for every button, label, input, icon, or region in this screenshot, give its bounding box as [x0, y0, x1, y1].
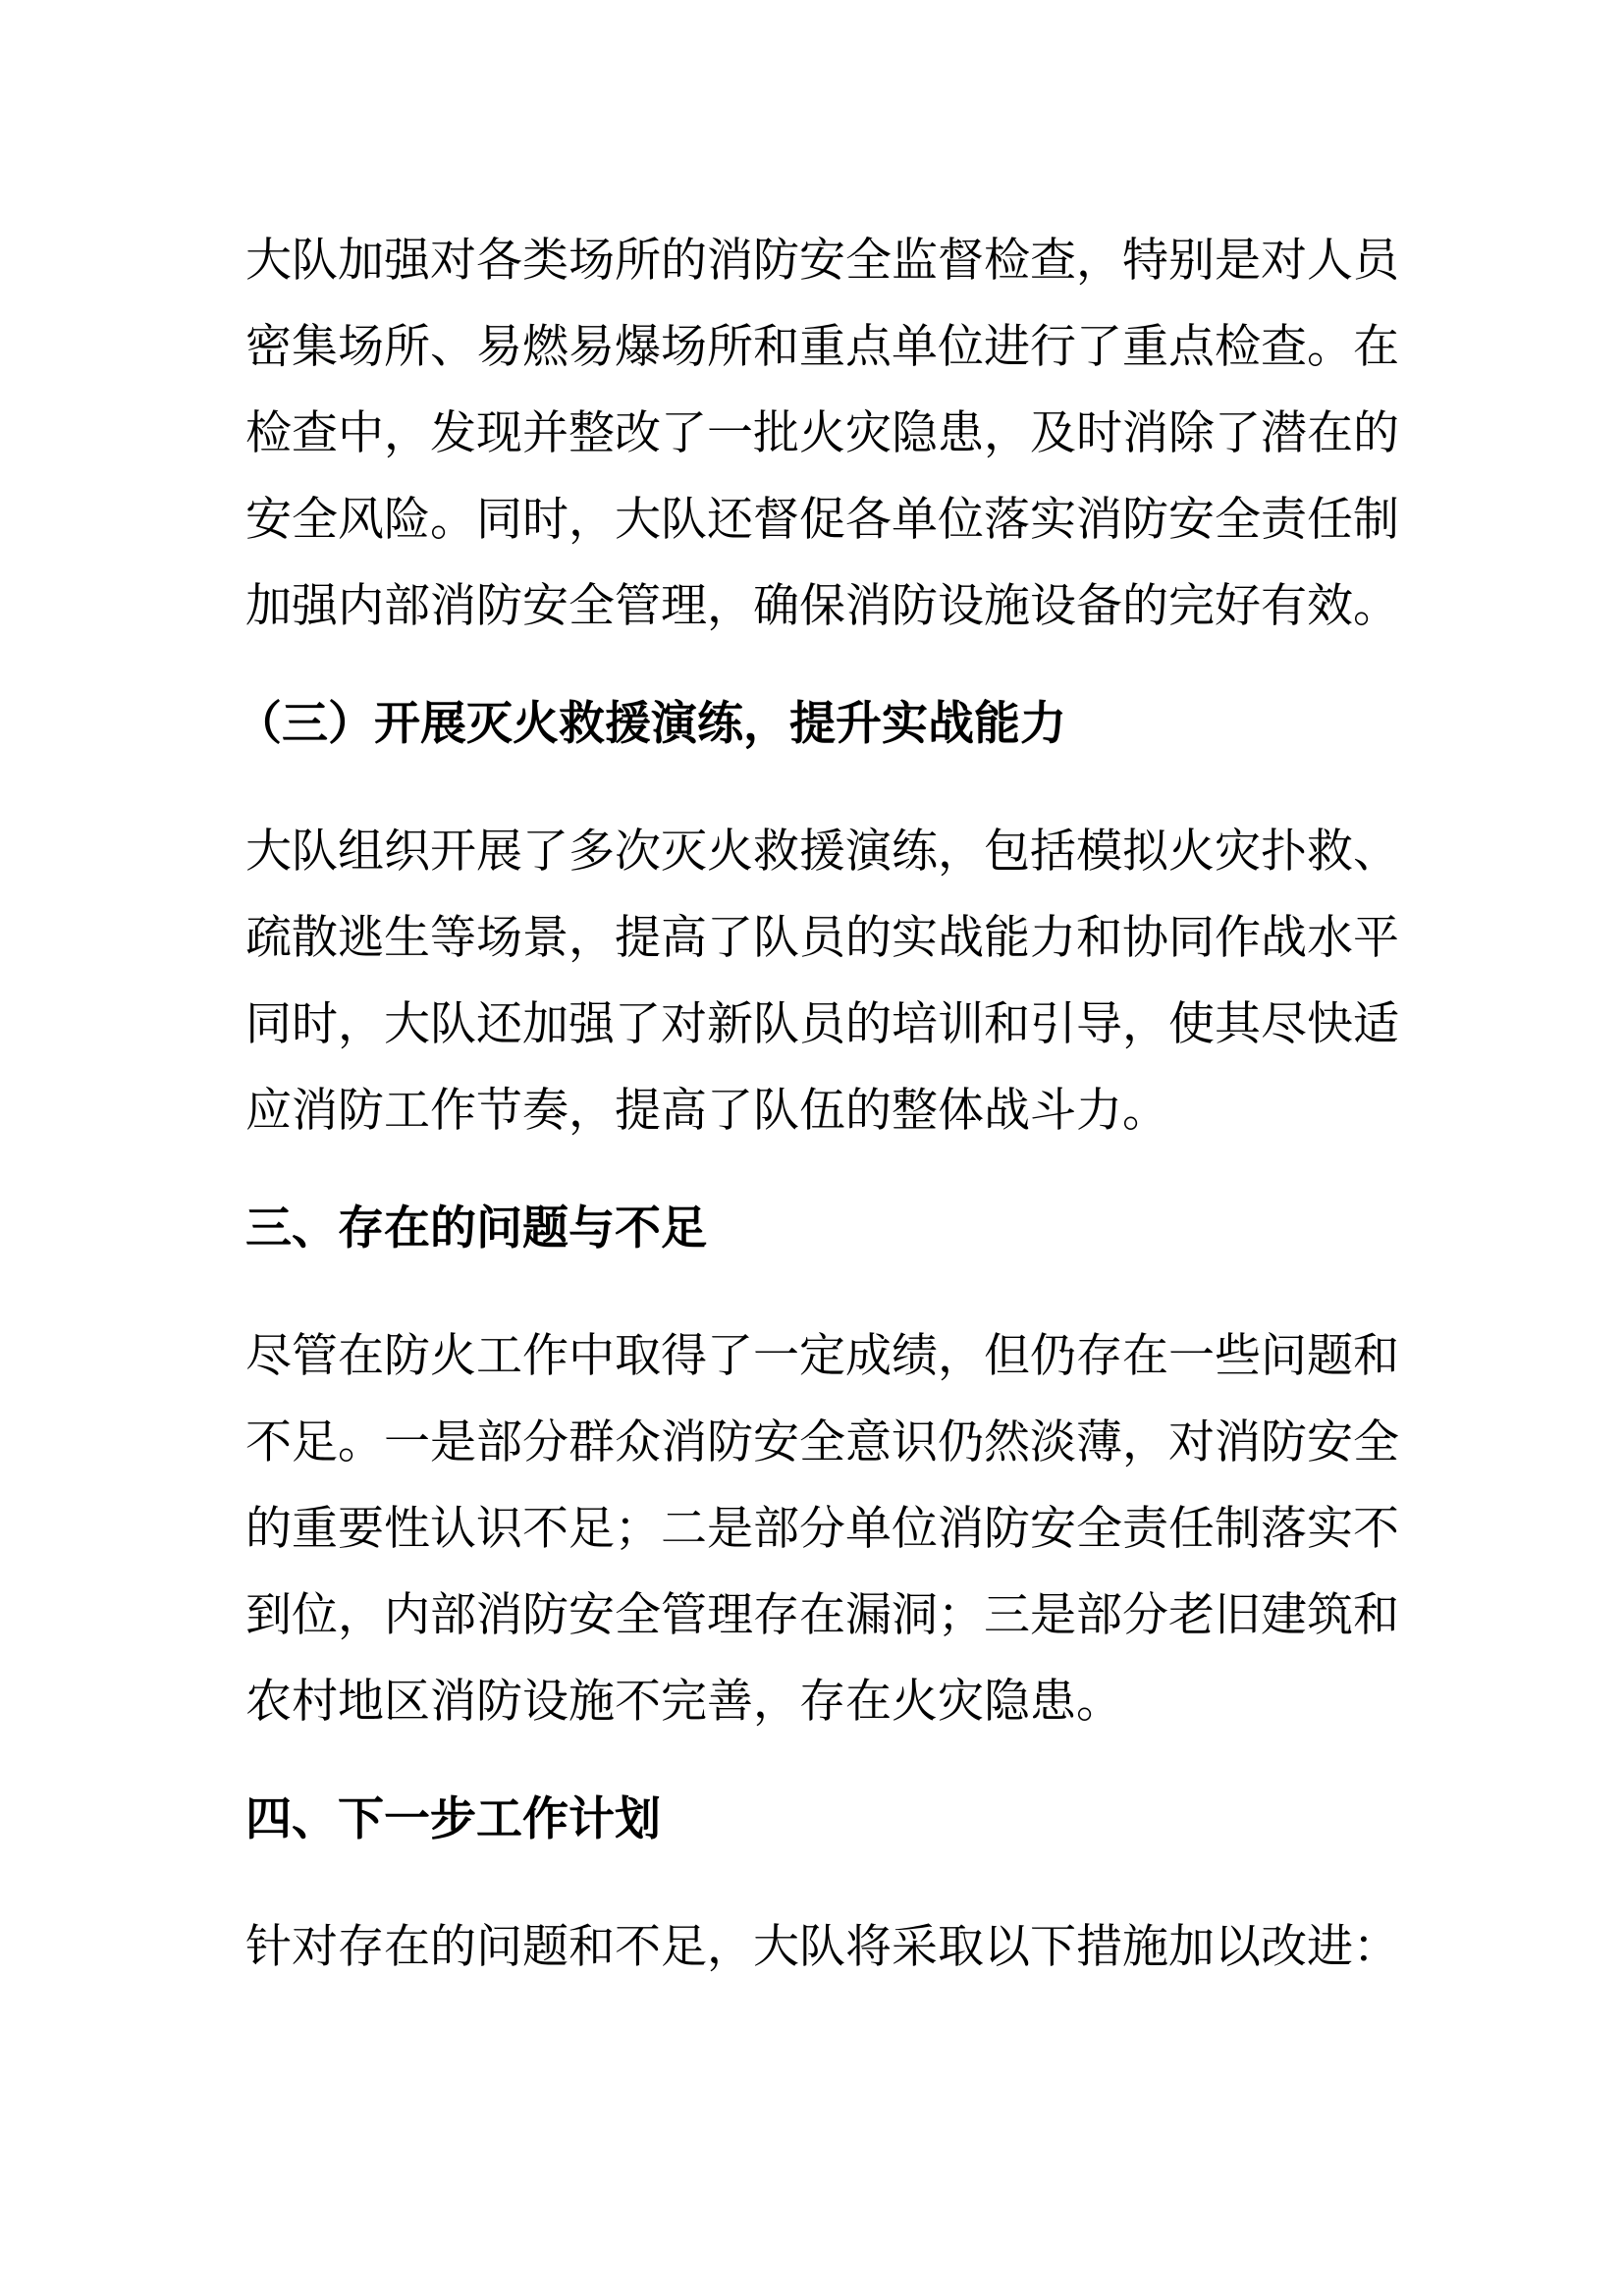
- paragraph-inspection: [245, 218, 1399, 650]
- paragraph-line: 大队组织开展了多次灭火救援演练，包括模拟火灾扑救、: [245, 825, 1399, 879]
- document-page: [236, 218, 1399, 1991]
- section-heading-problems: 三、存在的问题与不足: [245, 1201, 707, 1255]
- paragraph-line: 加强内部消防安全管理，确保消防设施设备的完好有效。: [245, 579, 1399, 633]
- paragraph-line: 安全风险。同时，大队还督促各单位落实消防安全责任制: [245, 493, 1399, 547]
- paragraph-line: 不足。一是部分群众消防安全意识仍然淡薄，对消防安全: [245, 1415, 1399, 1469]
- paragraph-line: 同时，大队还加强了对新队员的培训和引导，使其尽快适: [245, 997, 1399, 1051]
- paragraph-line: 疏散逃生等场景，提高了队员的实战能力和协同作战水平: [245, 911, 1399, 965]
- paragraph-line: 检查中，发现并整改了一批火灾隐患，及时消除了潜在的: [245, 406, 1399, 460]
- paragraph-line: 农村地区消防设施不完善，存在火灾隐患。: [245, 1675, 1122, 1729]
- paragraph-drills: [245, 809, 1399, 1154]
- paragraph-line: 应消防工作节奏，提高了队伍的整体战斗力。: [245, 1084, 1168, 1138]
- paragraph-line: 到位，内部消防安全管理存在漏洞；三是部分老旧建筑和: [245, 1588, 1399, 1642]
- paragraph-line: 的重要性认识不足；二是部分单位消防安全责任制落实不: [245, 1502, 1399, 1556]
- paragraph-line: 尽管在防火工作中取得了一定成绩，但仍存在一些问题和: [245, 1329, 1399, 1383]
- section-heading-drills: （三）开展灭火救援演练，提升实战能力: [236, 697, 1066, 751]
- paragraph-problems: [245, 1313, 1399, 1745]
- paragraph-next-steps: [245, 1904, 1399, 1991]
- section-heading-next-steps: 四、下一步工作计划: [245, 1792, 661, 1846]
- paragraph-line: 大队加强对各类场所的消防安全监督检查，特别是对人员: [245, 234, 1399, 288]
- paragraph-line: 密集场所、易燃易爆场所和重点单位进行了重点检查。在: [245, 320, 1399, 374]
- paragraph-line: 针对存在的问题和不足，大队将采取以下措施加以改进：: [245, 1920, 1399, 1974]
